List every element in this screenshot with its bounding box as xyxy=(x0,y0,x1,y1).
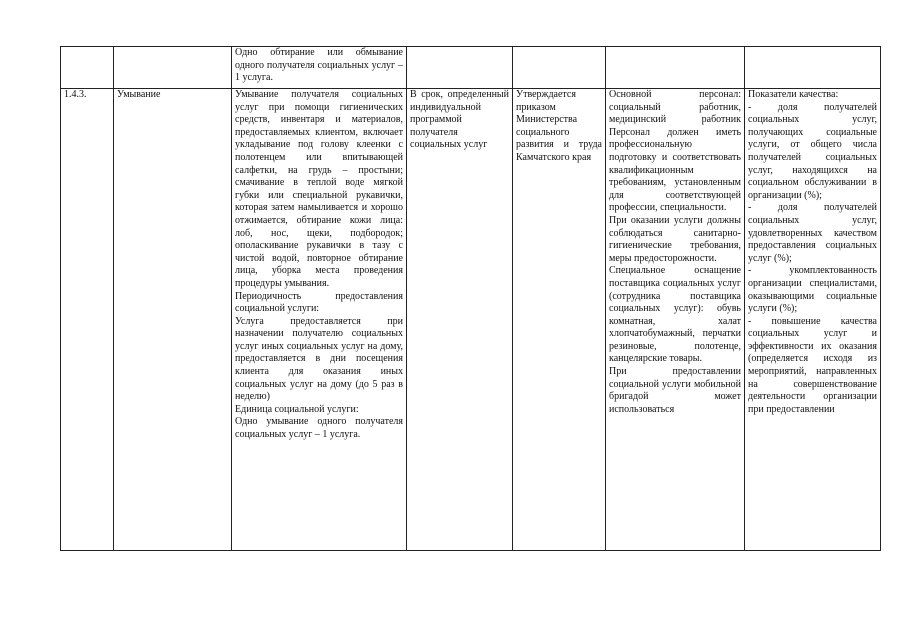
cell-empty xyxy=(61,47,114,89)
table-row-continuation xyxy=(61,47,881,89)
description-paragraph: Одно умывание одного получателя социальных услуг – 1 услуга. xyxy=(235,416,403,441)
cell-tariff: Утверждается приказом Министерства социального развития и труда Камчатского края xyxy=(513,89,606,551)
cell-empty xyxy=(407,47,513,89)
description-paragraph: Услуга предоставляется при назначении получателю социальных услуг иных социальных услуг на дому, предоставляется в дни посещения клиента для оказания иных социальных услуг на дому (до 5 раз в неделю) xyxy=(235,315,403,403)
quality-paragraph: - доля получателей социальных услуг, удовлетворенных качеством предоставления социальных услуг (%); xyxy=(748,202,877,264)
quality-paragraph: - доля получателей социальных услуг, получающих социальные услуги, от общего числа получателей социальных услуг, находящихся на социальном обслуживании в организации (%); xyxy=(748,101,877,201)
description-paragraph: Периодичность предоставления социальной услуги: xyxy=(235,290,403,315)
cell-unit-text: Одно обтирание или обмывание одного получателя социальных услуг – 1 услуга. xyxy=(232,47,407,89)
description-paragraph: Единица социальной услуги: xyxy=(235,403,359,415)
conditions-paragraph: Специальное оснащение поставщика социальных услуг (сотрудника поставщика социальных услуг): обувь комнатная, халат хлопчатобумажный, перчатки резиновые, полотенце, канцелярские товары. xyxy=(609,265,741,365)
cell-empty xyxy=(745,47,881,89)
quality-paragraph: Показатели качества: xyxy=(748,89,839,100)
conditions-paragraph: При оказании услуги должны соблюдаться санитарно-гигиенические требования, меры предосторожности. xyxy=(609,214,741,264)
cell-description xyxy=(232,89,407,551)
cell-number: 1.4.3. xyxy=(61,89,114,551)
description-paragraph: Умывание получателя социальных услуг при помощи гигиенических средств, инвентаря и материалов, предоставляемых клиентом, включает укладывание под голову клеенки с полотенцем или впитывающей салфетки, на грудь – простыни; смачивание в теплой воде мягкой губки или специальной рукавички, которая затем намыливается и хорошо отжимается, обтирание кожи лица: лоб, нос, щеки, подбородок; ополаскивание рукавички в тазу с чистой водой, повторное обтирание лица, уборка места проведения процедуры умывания. xyxy=(235,89,403,289)
quality-paragraph: - повышение качества социальных услуг и эффективности их оказания (определяется исходя из мероприятий, направленных на совершенствование деятельности организации при предоставлении xyxy=(748,315,877,415)
table-row-service xyxy=(61,89,881,551)
conditions-paragraph: При предоставлении социальной услуги мобильной бригадой может использоваться xyxy=(609,366,741,415)
cell-empty xyxy=(606,47,745,89)
cell-empty xyxy=(114,47,232,89)
conditions-paragraph: Основной персонал: социальный работник, медицинский работник Персонал должен иметь профессиональную подготовку и соответствовать квалификационным требованиям, установленным для соответствующей профессии, специальности. xyxy=(609,89,741,214)
cell-conditions xyxy=(606,89,745,551)
cell-service-name: Умывание xyxy=(114,89,232,551)
cell-term: В срок, определенный индивидуальной программой получателя социальных услуг xyxy=(407,89,513,551)
quality-paragraph: - укомплектованность организации специалистами, оказывающими социальные услуги (%); xyxy=(748,265,877,315)
cell-empty xyxy=(513,47,606,89)
services-table xyxy=(60,46,881,551)
cell-quality xyxy=(745,89,881,551)
